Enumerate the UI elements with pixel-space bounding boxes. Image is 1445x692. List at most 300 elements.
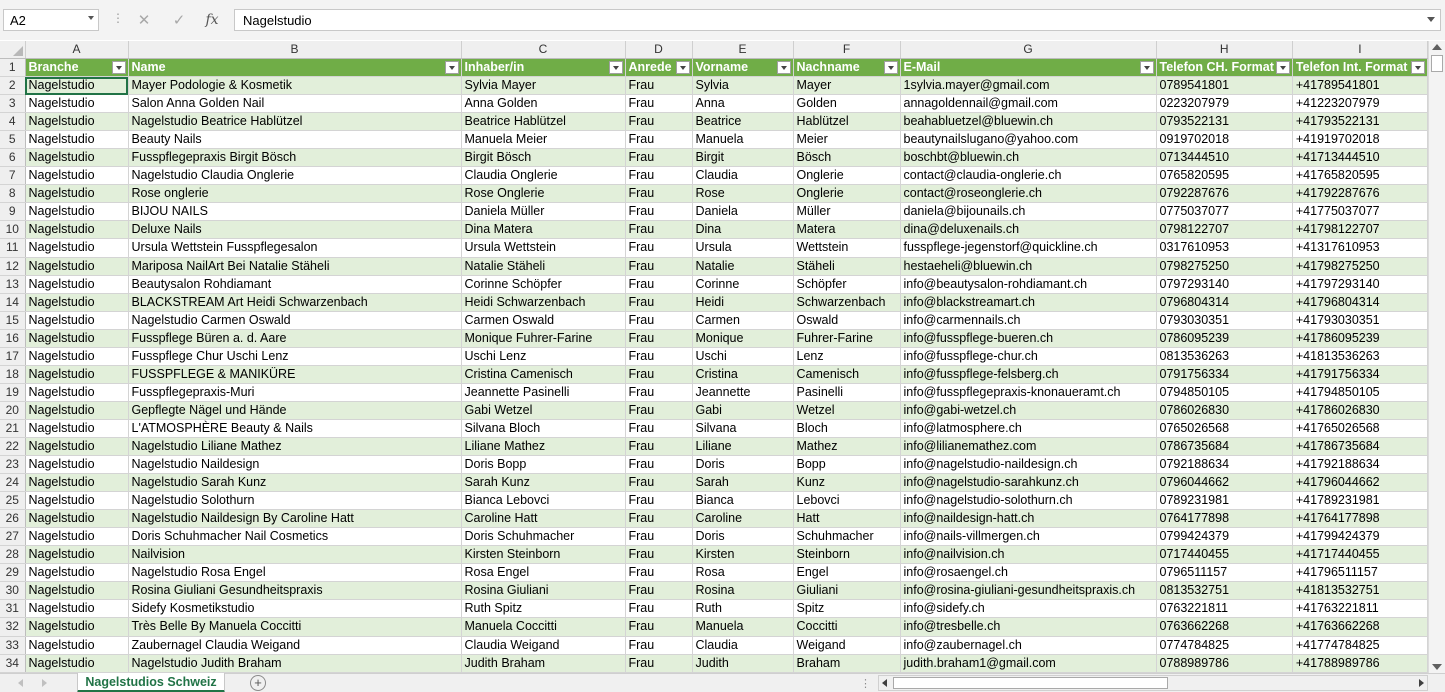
data-cell[interactable]: Nagelstudio <box>25 600 128 618</box>
data-cell[interactable]: 0797293140 <box>1156 275 1292 293</box>
data-cell[interactable]: Frau <box>625 347 692 365</box>
data-cell[interactable]: +41713444510 <box>1292 149 1427 167</box>
data-cell[interactable]: beautynailslugano@yahoo.com <box>900 131 1156 149</box>
data-cell[interactable]: judith.braham1@gmail.com <box>900 654 1156 672</box>
data-cell[interactable]: Kirsten <box>692 546 793 564</box>
data-cell[interactable]: info@fusspflegepraxis-knonaueramt.ch <box>900 383 1156 401</box>
data-cell[interactable]: Nagelstudio Rosa Engel <box>128 564 461 582</box>
data-cell[interactable]: Lebovci <box>793 492 900 510</box>
column-header[interactable]: D <box>625 41 692 59</box>
data-cell[interactable]: Frau <box>625 510 692 528</box>
data-cell[interactable]: Frau <box>625 329 692 347</box>
data-cell[interactable]: Carmen Oswald <box>461 311 625 329</box>
data-cell[interactable]: Salon Anna Golden Nail <box>128 95 461 113</box>
data-cell[interactable]: Rosa <box>692 564 793 582</box>
data-cell[interactable]: Golden <box>793 95 900 113</box>
data-cell[interactable]: Frau <box>625 149 692 167</box>
row-header[interactable]: 21 <box>0 419 25 437</box>
data-cell[interactable]: 0813532751 <box>1156 582 1292 600</box>
row-header[interactable]: 11 <box>0 239 25 257</box>
data-cell[interactable]: +41813532751 <box>1292 582 1427 600</box>
row-header[interactable]: 22 <box>0 437 25 455</box>
data-cell[interactable]: +41793522131 <box>1292 113 1427 131</box>
data-cell[interactable]: Beatrice Hablützel <box>461 113 625 131</box>
data-cell[interactable]: Birgit Bösch <box>461 149 625 167</box>
data-cell[interactable]: Rose <box>692 185 793 203</box>
scroll-left-icon[interactable] <box>882 679 887 687</box>
data-cell[interactable]: Frau <box>625 311 692 329</box>
data-cell[interactable]: Frau <box>625 437 692 455</box>
data-cell[interactable]: L'ATMOSPHÈRE Beauty & Nails <box>128 419 461 437</box>
data-cell[interactable]: Uschi Lenz <box>461 347 625 365</box>
data-cell[interactable]: +41317610953 <box>1292 239 1427 257</box>
data-cell[interactable]: 0793030351 <box>1156 311 1292 329</box>
data-cell[interactable]: Nagelstudio <box>25 77 128 95</box>
data-cell[interactable]: Ursula Wettstein <box>461 239 625 257</box>
data-cell[interactable]: Nagelstudio <box>25 456 128 474</box>
data-cell[interactable]: info@fusspflege-felsberg.ch <box>900 365 1156 383</box>
formula-input[interactable] <box>234 9 1441 31</box>
data-cell[interactable]: 0774784825 <box>1156 636 1292 654</box>
scroll-down-icon[interactable] <box>1432 664 1442 670</box>
data-cell[interactable]: Silvana <box>692 419 793 437</box>
data-cell[interactable]: 0792287676 <box>1156 185 1292 203</box>
data-cell[interactable]: Frau <box>625 528 692 546</box>
row-header[interactable]: 15 <box>0 311 25 329</box>
data-cell[interactable]: +41774784825 <box>1292 636 1427 654</box>
data-cell[interactable]: Nagelstudio <box>25 293 128 311</box>
data-cell[interactable]: Braham <box>793 654 900 672</box>
data-cell[interactable]: 0793522131 <box>1156 113 1292 131</box>
data-cell[interactable]: Fusspflege Chur Uschi Lenz <box>128 347 461 365</box>
cancel-icon[interactable]: ✕ <box>137 12 151 29</box>
data-cell[interactable]: Frau <box>625 365 692 383</box>
data-cell[interactable]: Frau <box>625 203 692 221</box>
row-header[interactable]: 28 <box>0 546 25 564</box>
column-header[interactable]: C <box>461 41 625 59</box>
name-box[interactable] <box>3 9 99 31</box>
data-cell[interactable]: Nagelstudio Liliane Mathez <box>128 437 461 455</box>
data-cell[interactable]: Ruth <box>692 600 793 618</box>
header-cell[interactable] <box>128 59 461 77</box>
data-cell[interactable]: Nagelstudio <box>25 437 128 455</box>
data-cell[interactable]: 0786026830 <box>1156 401 1292 419</box>
data-cell[interactable]: +41794850105 <box>1292 383 1427 401</box>
data-cell[interactable]: Sidefy Kosmetikstudio <box>128 600 461 618</box>
data-cell[interactable]: info@nagelstudio-sarahkunz.ch <box>900 474 1156 492</box>
row-header[interactable]: 8 <box>0 185 25 203</box>
data-cell[interactable]: +41797293140 <box>1292 275 1427 293</box>
data-cell[interactable]: annagoldennail@gmail.com <box>900 95 1156 113</box>
data-cell[interactable]: 0223207979 <box>1156 95 1292 113</box>
data-cell[interactable]: Fusspflegepraxis-Muri <box>128 383 461 401</box>
data-cell[interactable]: Nagelstudio <box>25 149 128 167</box>
vertical-scrollbar[interactable] <box>1428 41 1445 673</box>
data-cell[interactable]: 0713444510 <box>1156 149 1292 167</box>
data-cell[interactable]: +41813536263 <box>1292 347 1427 365</box>
data-cell[interactable]: Natalie Stäheli <box>461 257 625 275</box>
data-cell[interactable]: Judith Braham <box>461 654 625 672</box>
data-cell[interactable]: Wettstein <box>793 239 900 257</box>
data-cell[interactable]: +41798275250 <box>1292 257 1427 275</box>
data-cell[interactable]: Kirsten Steinborn <box>461 546 625 564</box>
data-cell[interactable]: Frau <box>625 654 692 672</box>
insert-function-icon[interactable]: fx <box>205 12 219 28</box>
data-cell[interactable]: info@beautysalon-rohdiamant.ch <box>900 275 1156 293</box>
data-cell[interactable]: Schöpfer <box>793 275 900 293</box>
data-cell[interactable]: 0919702018 <box>1156 131 1292 149</box>
row-header[interactable]: 6 <box>0 149 25 167</box>
data-cell[interactable]: Camenisch <box>793 365 900 383</box>
data-cell[interactable]: Beauty Nails <box>128 131 461 149</box>
data-cell[interactable]: Nagelstudio <box>25 401 128 419</box>
data-cell[interactable]: +41775037077 <box>1292 203 1427 221</box>
data-cell[interactable]: Gabi Wetzel <box>461 401 625 419</box>
data-cell[interactable]: info@naildesign-hatt.ch <box>900 510 1156 528</box>
data-cell[interactable]: 0799424379 <box>1156 528 1292 546</box>
data-cell[interactable]: Rosina Giuliani <box>461 582 625 600</box>
data-cell[interactable]: Frau <box>625 293 692 311</box>
filter-dropdown-icon[interactable] <box>1140 61 1154 74</box>
data-cell[interactable]: +41764177898 <box>1292 510 1427 528</box>
row-header[interactable]: 25 <box>0 492 25 510</box>
row-header[interactable]: 5 <box>0 131 25 149</box>
data-cell[interactable]: Liliane <box>692 437 793 455</box>
data-cell[interactable]: Bloch <box>793 419 900 437</box>
data-cell[interactable]: contact@roseonglerie.ch <box>900 185 1156 203</box>
data-cell[interactable]: Mariposa NailArt Bei Natalie Stäheli <box>128 257 461 275</box>
data-cell[interactable]: +41792287676 <box>1292 185 1427 203</box>
data-cell[interactable]: Nagelstudio Naildesign <box>128 456 461 474</box>
data-cell[interactable]: 0717440455 <box>1156 546 1292 564</box>
data-cell[interactable]: Frau <box>625 401 692 419</box>
check-icon[interactable]: ✓ <box>172 12 186 29</box>
data-cell[interactable]: fusspflege-jegenstorf@quickline.ch <box>900 239 1156 257</box>
data-cell[interactable]: Frau <box>625 275 692 293</box>
sheet-tab-nagelstudios-schweiz[interactable] <box>77 673 225 692</box>
data-cell[interactable]: +41763221811 <box>1292 600 1427 618</box>
data-cell[interactable]: Rosina Giuliani Gesundheitspraxis <box>128 582 461 600</box>
row-header[interactable]: 23 <box>0 456 25 474</box>
data-cell[interactable]: Matera <box>793 221 900 239</box>
data-cell[interactable]: Nagelstudio <box>25 636 128 654</box>
data-cell[interactable]: Anna Golden <box>461 95 625 113</box>
data-cell[interactable]: Doris Bopp <box>461 456 625 474</box>
data-cell[interactable]: Sarah Kunz <box>461 474 625 492</box>
data-cell[interactable]: Nagelstudio <box>25 185 128 203</box>
data-cell[interactable]: Gabi <box>692 401 793 419</box>
data-cell[interactable]: +41799424379 <box>1292 528 1427 546</box>
data-cell[interactable]: Wetzel <box>793 401 900 419</box>
data-cell[interactable]: Frau <box>625 185 692 203</box>
data-cell[interactable]: Anna <box>692 95 793 113</box>
data-cell[interactable]: Nagelstudio <box>25 311 128 329</box>
row-header[interactable]: 10 <box>0 221 25 239</box>
data-cell[interactable]: Coccitti <box>793 618 900 636</box>
data-cell[interactable]: 1sylvia.mayer@gmail.com <box>900 77 1156 95</box>
data-cell[interactable]: Sylvia <box>692 77 793 95</box>
data-cell[interactable]: Caroline <box>692 510 793 528</box>
column-header[interactable]: H <box>1156 41 1292 59</box>
data-cell[interactable]: info@rosina-giuliani-gesundheitspraxis.ch <box>900 582 1156 600</box>
data-cell[interactable]: Frau <box>625 95 692 113</box>
data-cell[interactable]: 0764177898 <box>1156 510 1292 528</box>
data-cell[interactable]: 0763221811 <box>1156 600 1292 618</box>
data-cell[interactable]: Beautysalon Rohdiamant <box>128 275 461 293</box>
horizontal-scroll-thumb[interactable] <box>893 677 1168 689</box>
header-cell[interactable] <box>900 59 1156 77</box>
filter-dropdown-icon[interactable] <box>445 61 459 74</box>
data-cell[interactable]: +41786095239 <box>1292 329 1427 347</box>
data-cell[interactable]: info@nagelstudio-naildesign.ch <box>900 456 1156 474</box>
data-cell[interactable]: Uschi <box>692 347 793 365</box>
data-cell[interactable]: +41717440455 <box>1292 546 1427 564</box>
data-cell[interactable]: Sylvia Mayer <box>461 77 625 95</box>
data-cell[interactable]: 0792188634 <box>1156 456 1292 474</box>
filter-dropdown-icon[interactable] <box>1411 61 1425 74</box>
data-cell[interactable]: beahabluetzel@bluewin.ch <box>900 113 1156 131</box>
data-cell[interactable]: 0789541801 <box>1156 77 1292 95</box>
data-cell[interactable]: 0775037077 <box>1156 203 1292 221</box>
data-cell[interactable]: Frau <box>625 582 692 600</box>
column-header[interactable]: A <box>25 41 128 59</box>
data-cell[interactable]: Nagelstudio <box>25 131 128 149</box>
row-header[interactable]: 20 <box>0 401 25 419</box>
data-cell[interactable]: Frau <box>625 546 692 564</box>
data-cell[interactable]: +41223207979 <box>1292 95 1427 113</box>
row-header[interactable]: 1 <box>0 59 25 77</box>
row-header[interactable]: 26 <box>0 510 25 528</box>
header-cell[interactable] <box>692 59 793 77</box>
data-cell[interactable]: 0798275250 <box>1156 257 1292 275</box>
data-cell[interactable]: Frau <box>625 221 692 239</box>
row-header[interactable]: 31 <box>0 600 25 618</box>
data-cell[interactable]: Oswald <box>793 311 900 329</box>
column-header[interactable]: I <box>1292 41 1427 59</box>
data-cell[interactable]: info@fusspflege-bueren.ch <box>900 329 1156 347</box>
data-cell[interactable]: Judith <box>692 654 793 672</box>
row-header[interactable]: 17 <box>0 347 25 365</box>
data-cell[interactable]: +41919702018 <box>1292 131 1427 149</box>
data-cell[interactable]: +41798122707 <box>1292 221 1427 239</box>
data-cell[interactable]: Nagelstudio <box>25 564 128 582</box>
header-cell[interactable] <box>461 59 625 77</box>
filter-dropdown-icon[interactable] <box>609 61 623 74</box>
data-cell[interactable]: Heidi Schwarzenbach <box>461 293 625 311</box>
data-cell[interactable]: +41786026830 <box>1292 401 1427 419</box>
data-cell[interactable]: Silvana Bloch <box>461 419 625 437</box>
data-cell[interactable]: 0796511157 <box>1156 564 1292 582</box>
data-cell[interactable]: Nagelstudio <box>25 528 128 546</box>
data-cell[interactable]: info@nails-villmergen.ch <box>900 528 1156 546</box>
data-cell[interactable]: Nagelstudio <box>25 474 128 492</box>
data-cell[interactable]: +41792188634 <box>1292 456 1427 474</box>
data-cell[interactable]: +41796044662 <box>1292 474 1427 492</box>
data-cell[interactable]: Steinborn <box>793 546 900 564</box>
data-cell[interactable]: Cristina Camenisch <box>461 365 625 383</box>
data-cell[interactable]: info@tresbelle.ch <box>900 618 1156 636</box>
data-cell[interactable]: Caroline Hatt <box>461 510 625 528</box>
row-header[interactable]: 3 <box>0 95 25 113</box>
row-header[interactable]: 27 <box>0 528 25 546</box>
filter-dropdown-icon[interactable] <box>676 61 690 74</box>
row-header[interactable]: 33 <box>0 636 25 654</box>
data-cell[interactable]: Engel <box>793 564 900 582</box>
data-cell[interactable]: Dina Matera <box>461 221 625 239</box>
data-cell[interactable]: 0789231981 <box>1156 492 1292 510</box>
data-cell[interactable]: Giuliani <box>793 582 900 600</box>
filter-dropdown-icon[interactable] <box>884 61 898 74</box>
data-cell[interactable]: 0796804314 <box>1156 293 1292 311</box>
data-cell[interactable]: Spitz <box>793 600 900 618</box>
data-cell[interactable]: Onglerie <box>793 185 900 203</box>
data-cell[interactable]: Hatt <box>793 510 900 528</box>
data-cell[interactable]: boschbt@bluewin.ch <box>900 149 1156 167</box>
data-cell[interactable]: Nagelstudio Sarah Kunz <box>128 474 461 492</box>
data-cell[interactable]: Corinne Schöpfer <box>461 275 625 293</box>
data-cell[interactable]: dina@deluxenails.ch <box>900 221 1156 239</box>
data-cell[interactable]: Nagelstudio Carmen Oswald <box>128 311 461 329</box>
data-cell[interactable]: Birgit <box>692 149 793 167</box>
row-header[interactable]: 18 <box>0 365 25 383</box>
data-cell[interactable]: Frau <box>625 419 692 437</box>
data-cell[interactable]: Nagelstudio <box>25 365 128 383</box>
data-cell[interactable]: Nagelstudio <box>25 510 128 528</box>
header-cell[interactable] <box>1156 59 1292 77</box>
data-cell[interactable]: Nagelstudio <box>25 654 128 672</box>
row-header[interactable]: 30 <box>0 582 25 600</box>
data-cell[interactable]: +41789231981 <box>1292 492 1427 510</box>
header-cell[interactable] <box>25 59 128 77</box>
scroll-up-icon[interactable] <box>1432 44 1442 50</box>
data-cell[interactable]: Rose Onglerie <box>461 185 625 203</box>
data-cell[interactable]: Nagelstudio Naildesign By Caroline Hatt <box>128 510 461 528</box>
data-cell[interactable]: info@nailvision.ch <box>900 546 1156 564</box>
data-cell[interactable]: Sarah <box>692 474 793 492</box>
data-cell[interactable]: 0765026568 <box>1156 419 1292 437</box>
data-cell[interactable]: Frau <box>625 239 692 257</box>
data-cell[interactable]: Fuhrer-Farine <box>793 329 900 347</box>
data-cell[interactable]: info@nagelstudio-solothurn.ch <box>900 492 1156 510</box>
data-cell[interactable]: Frau <box>625 383 692 401</box>
data-cell[interactable]: Manuela <box>692 131 793 149</box>
row-header[interactable]: 13 <box>0 275 25 293</box>
select-all-icon[interactable] <box>13 46 23 56</box>
data-cell[interactable]: Manuela <box>692 618 793 636</box>
data-cell[interactable]: 0786735684 <box>1156 437 1292 455</box>
vertical-scroll-thumb[interactable] <box>1431 55 1443 72</box>
data-cell[interactable]: Deluxe Nails <box>128 221 461 239</box>
data-cell[interactable]: +41793030351 <box>1292 311 1427 329</box>
data-cell[interactable]: Nagelstudio Claudia Onglerie <box>128 167 461 185</box>
data-cell[interactable]: Rose onglerie <box>128 185 461 203</box>
data-cell[interactable]: Doris Schuhmacher Nail Cosmetics <box>128 528 461 546</box>
data-cell[interactable]: Nagelstudio <box>25 113 128 131</box>
data-cell[interactable]: Ursula <box>692 239 793 257</box>
data-cell[interactable]: Fusspflegepraxis Birgit Bösch <box>128 149 461 167</box>
data-cell[interactable]: Frau <box>625 456 692 474</box>
data-cell[interactable]: Monique <box>692 329 793 347</box>
data-cell[interactable]: Bianca <box>692 492 793 510</box>
data-cell[interactable]: Müller <box>793 203 900 221</box>
data-cell[interactable]: Bopp <box>793 456 900 474</box>
data-cell[interactable]: Nagelstudio <box>25 419 128 437</box>
row-header[interactable]: 12 <box>0 257 25 275</box>
data-cell[interactable]: Doris <box>692 456 793 474</box>
data-cell[interactable]: Nagelstudio <box>25 257 128 275</box>
data-cell[interactable]: Nagelstudio <box>25 383 128 401</box>
data-cell[interactable]: Schuhmacher <box>793 528 900 546</box>
data-cell[interactable]: Rosina <box>692 582 793 600</box>
data-cell[interactable]: Frau <box>625 636 692 654</box>
data-cell[interactable]: +41789541801 <box>1292 77 1427 95</box>
data-cell[interactable]: +41796804314 <box>1292 293 1427 311</box>
data-cell[interactable]: Claudia <box>692 636 793 654</box>
data-cell[interactable]: Schwarzenbach <box>793 293 900 311</box>
data-cell[interactable]: Doris <box>692 528 793 546</box>
data-cell[interactable]: info@lilianemathez.com <box>900 437 1156 455</box>
data-cell[interactable]: Nagelstudio <box>25 347 128 365</box>
data-cell[interactable]: info@carmennails.ch <box>900 311 1156 329</box>
row-header[interactable]: 4 <box>0 113 25 131</box>
data-cell[interactable]: Frau <box>625 492 692 510</box>
data-cell[interactable]: Ruth Spitz <box>461 600 625 618</box>
data-cell[interactable]: Frau <box>625 167 692 185</box>
data-cell[interactable]: Nagelstudio <box>25 546 128 564</box>
data-cell[interactable]: Nagelstudio <box>25 239 128 257</box>
data-cell[interactable]: Nagelstudio <box>25 167 128 185</box>
data-cell[interactable]: Bianca Lebovci <box>461 492 625 510</box>
data-cell[interactable]: Nagelstudio Judith Braham <box>128 654 461 672</box>
data-cell[interactable]: 0813536263 <box>1156 347 1292 365</box>
data-cell[interactable]: info@sidefy.ch <box>900 600 1156 618</box>
data-cell[interactable]: info@rosaengel.ch <box>900 564 1156 582</box>
column-header[interactable]: B <box>128 41 461 59</box>
data-cell[interactable]: Jeannette <box>692 383 793 401</box>
data-cell[interactable]: +41765026568 <box>1292 419 1427 437</box>
data-cell[interactable]: +41763662268 <box>1292 618 1427 636</box>
data-cell[interactable]: info@fusspflege-chur.ch <box>900 347 1156 365</box>
data-cell[interactable]: Jeannette Pasinelli <box>461 383 625 401</box>
data-cell[interactable]: Stäheli <box>793 257 900 275</box>
data-cell[interactable]: Fusspflege Büren a. d. Aare <box>128 329 461 347</box>
data-cell[interactable]: 0763662268 <box>1156 618 1292 636</box>
data-cell[interactable]: Zaubernagel Claudia Weigand <box>128 636 461 654</box>
data-cell[interactable]: Rosa Engel <box>461 564 625 582</box>
data-cell[interactable]: Bösch <box>793 149 900 167</box>
data-cell[interactable]: Claudia <box>692 167 793 185</box>
data-cell[interactable]: hestaeheli@bluewin.ch <box>900 257 1156 275</box>
next-sheet-icon[interactable] <box>42 679 47 687</box>
column-header[interactable]: E <box>692 41 793 59</box>
data-cell[interactable]: 0786095239 <box>1156 329 1292 347</box>
data-cell[interactable]: Nagelstudio <box>25 221 128 239</box>
row-header[interactable]: 24 <box>0 474 25 492</box>
data-cell[interactable]: Gepflegte Nägel und Hände <box>128 401 461 419</box>
data-cell[interactable]: Nagelstudio <box>25 618 128 636</box>
data-cell[interactable]: Nagelstudio <box>25 95 128 113</box>
expand-formula-icon[interactable] <box>1427 17 1435 22</box>
select-all-corner[interactable] <box>0 41 25 59</box>
row-header[interactable]: 2 <box>0 77 25 95</box>
data-cell[interactable]: Frau <box>625 257 692 275</box>
row-header[interactable]: 32 <box>0 618 25 636</box>
data-cell[interactable]: Mayer Podologie & Kosmetik <box>128 77 461 95</box>
column-header[interactable]: G <box>900 41 1156 59</box>
row-header[interactable]: 29 <box>0 564 25 582</box>
filter-dropdown-icon[interactable] <box>777 61 791 74</box>
data-cell[interactable]: 0796044662 <box>1156 474 1292 492</box>
